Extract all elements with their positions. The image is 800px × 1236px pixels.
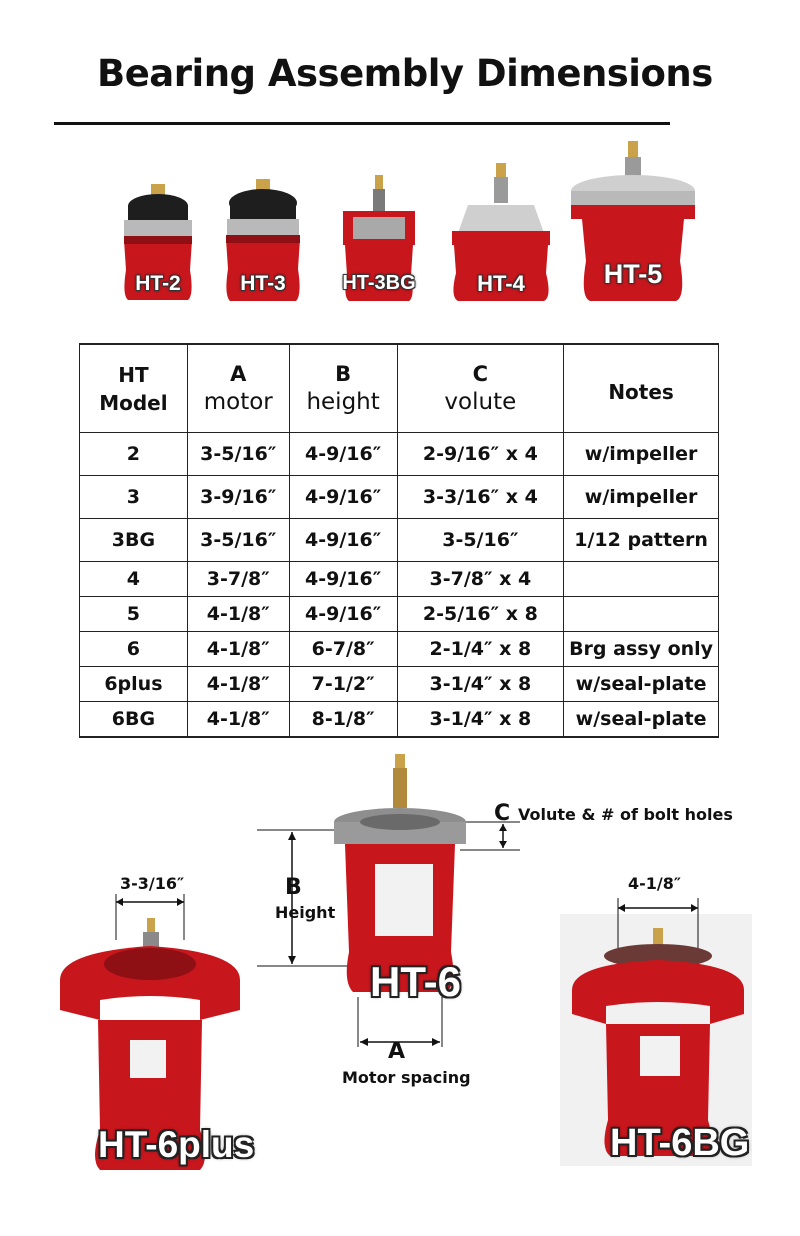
- cell-notes: w/impeller: [564, 476, 719, 519]
- product-ht5: [568, 141, 698, 305]
- cell-notes: Brg assy only: [564, 632, 719, 667]
- header-notes: Notes: [564, 344, 719, 433]
- cell-c: 3-7/8″ x 4: [397, 562, 564, 597]
- ht6-b-text: Height: [275, 903, 336, 922]
- cell-notes: [564, 562, 719, 597]
- product-ht3: [222, 177, 304, 305]
- cell-a: 3-5/16″: [187, 519, 289, 562]
- cell-c: 3-5/16″: [397, 519, 564, 562]
- cell-b: 8-1/8″: [289, 702, 397, 738]
- cell-model: 3: [80, 476, 188, 519]
- ht4-label: HT-4: [477, 271, 525, 296]
- cell-b: 7-1/2″: [289, 667, 397, 702]
- cell-b: 4-9/16″: [289, 519, 397, 562]
- ht6bg-dimension: 4-1/8″: [628, 874, 682, 893]
- cell-notes: [564, 597, 719, 632]
- cell-model: 6BG: [80, 702, 188, 738]
- cell-notes: w/seal-plate: [564, 667, 719, 702]
- page-title: Bearing Assembly Dimensions: [97, 52, 713, 95]
- cell-c: 3-3/16″ x 4: [397, 476, 564, 519]
- ht6plus-label: HT-6plus: [98, 1124, 255, 1165]
- cell-notes: w/seal-plate: [564, 702, 719, 738]
- cell-b: 4-9/16″: [289, 433, 397, 476]
- ht3-label: HT-3: [240, 272, 286, 295]
- table-header-row: [80, 344, 719, 433]
- cell-b: 4-9/16″: [289, 562, 397, 597]
- table-row: [80, 667, 719, 702]
- cell-a: 4-1/8″: [187, 597, 289, 632]
- table-row: [80, 597, 719, 632]
- header-a: A motor: [187, 344, 289, 433]
- ht6bg-label: HT-6BG: [610, 1122, 750, 1164]
- table-row: [80, 562, 719, 597]
- cell-notes: 1/12 pattern: [564, 519, 719, 562]
- cell-model: 2: [80, 433, 188, 476]
- cell-a: 4-1/8″: [187, 632, 289, 667]
- cell-a: 4-1/8″: [187, 702, 289, 738]
- table-row: [80, 702, 719, 738]
- table-row: [80, 476, 719, 519]
- ht6-b-letter: B: [285, 875, 302, 900]
- ht6-c-text: Volute & # of bolt holes: [518, 805, 733, 824]
- cell-model: 3BG: [80, 519, 188, 562]
- product-ht4: [446, 163, 556, 305]
- ht6-a-letter: A: [388, 1039, 406, 1064]
- cell-model: 6: [80, 632, 188, 667]
- cell-b: 4-9/16″: [289, 476, 397, 519]
- product-ht2: [118, 180, 198, 305]
- cell-model: 6plus: [80, 667, 188, 702]
- ht3bg-label: HT-3BG: [342, 272, 416, 294]
- cell-c: 2-5/16″ x 8: [397, 597, 564, 632]
- cell-model: 5: [80, 597, 188, 632]
- cell-b: 6-7/8″: [289, 632, 397, 667]
- cell-c: 3-1/4″ x 8: [397, 702, 564, 738]
- dimensions-table: [79, 343, 719, 738]
- ht2-label: HT-2: [135, 272, 181, 295]
- ht5-label: HT-5: [603, 259, 663, 289]
- header-b: B height: [289, 344, 397, 433]
- ht6-label: HT-6: [370, 958, 462, 1005]
- ht6plus-dimension: 3-3/16″: [120, 874, 185, 893]
- table-row: [80, 519, 719, 562]
- header-model: HT Model: [80, 344, 188, 433]
- ht6-a-text: Motor spacing: [342, 1068, 471, 1087]
- cell-a: 3-5/16″: [187, 433, 289, 476]
- cell-c: 2-9/16″ x 4: [397, 433, 564, 476]
- title-divider: [54, 122, 670, 125]
- product-ht3bg: [337, 175, 421, 305]
- table-row: [80, 632, 719, 667]
- cell-a: 3-7/8″: [187, 562, 289, 597]
- cell-model: 4: [80, 562, 188, 597]
- cell-b: 4-9/16″: [289, 597, 397, 632]
- table-row: [80, 433, 719, 476]
- ht6-c-letter: C: [494, 801, 511, 826]
- cell-notes: w/impeller: [564, 433, 719, 476]
- cell-a: 4-1/8″: [187, 667, 289, 702]
- cell-c: 2-1/4″ x 8: [397, 632, 564, 667]
- header-c: C volute: [397, 344, 564, 433]
- cell-c: 3-1/4″ x 8: [397, 667, 564, 702]
- cell-a: 3-9/16″: [187, 476, 289, 519]
